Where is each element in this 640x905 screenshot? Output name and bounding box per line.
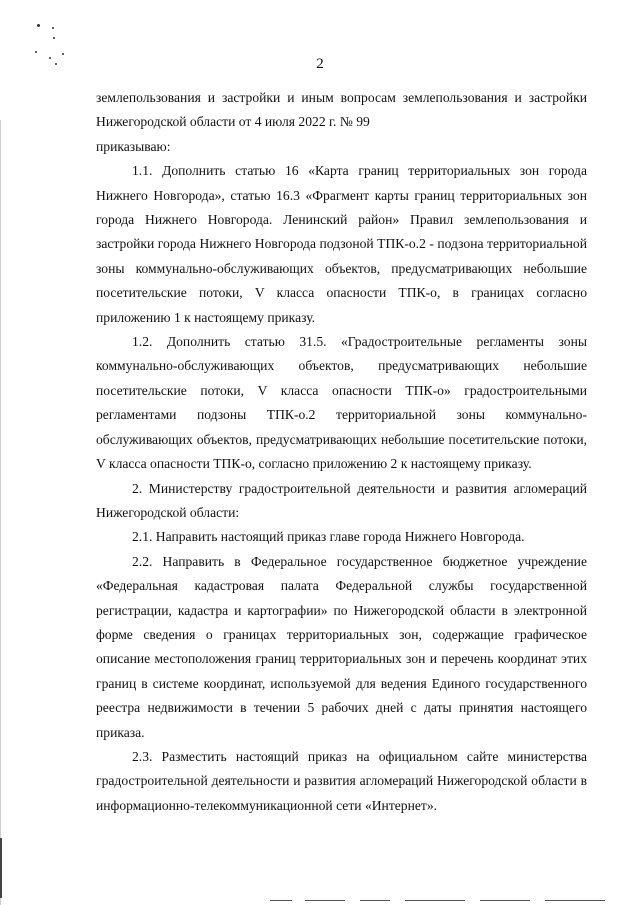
paragraph: 2.2. Направить в Федеральное государственное бюджетное учреждение «Федеральная кадастровая палата Федеральной службы государственной регистрации, кадастра и картографии» по Нижегородской области в электронной форме сведения о границах территориальных зон, содержащие графическое описание местоположения границ территориальных зон и перечень координат этих границ в системе координат, используемой для ведения Единого государственного реестра недвижимости в течении 5 рабочих дней с даты принятия настоящего приказа. <box>96 553 587 740</box>
paragraph: 1.2. Дополнить статью 31.5. «Градостроительные регламенты зоны коммунально-обслуживающих объектов, предусматривающих небольшие посетительские потоки, V класса опасности ТПК-о» градостроительными регламентами подзоны ТПК-о.2 территориальной зоны коммунально-обслуживающих объектов, предусматривающих небольшие посетительские потоки, V класса опасности ТПК-о, согласно приложению 2 к настоящему приказу. <box>96 334 587 472</box>
scan-bottom-dash <box>270 900 292 901</box>
scan-bottom-dash <box>405 900 465 901</box>
page-number: 2 <box>316 56 324 72</box>
scan-edge-line <box>0 120 1 905</box>
scan-speck <box>52 27 54 29</box>
scan-speck <box>62 53 64 55</box>
paragraph: 1.1. Дополнить статью 16 «Карта границ территориальных зон города Нижнего Новгорода», статью 16.3 «Фрагмент карты границ территориальных зон города Нижнего Новгорода. Ленинский район» Правил землепользования и застройки города Нижнего Новгорода подзоной ТПК-о.2 - подзона территориальной зоны коммунально-обслуживающих объектов, предусматривающих небольшие посетительские потоки, V класса опасности ТПК-о, в границах согласно приложению 1 к настоящему приказу. <box>96 163 587 325</box>
scan-bottom-dash <box>305 900 345 901</box>
paragraph: землепользования и застройки и иным вопросам землепользования и застройки Нижегородской области от 4 июля 2022 г. № 99 <box>96 90 587 130</box>
scan-bottom-dash <box>545 900 605 901</box>
scan-speck <box>53 37 55 39</box>
paragraph: 2.1. Направить настоящий приказ главе города Нижнего Новгорода. <box>132 529 525 545</box>
scan-edge-line <box>0 838 2 898</box>
paragraph: 2.3. Разместить настоящий приказ на официальном сайте министерства градостроительной деятельности и развития агломераций Нижегородской области в информационно-телекоммуникационной сети «Интернет». <box>96 748 587 813</box>
paragraph: 2. Министерству градостроительной деятельности и развития агломераций Нижегородской области: <box>96 480 587 520</box>
document-body <box>96 86 587 818</box>
scan-speck <box>37 24 40 27</box>
scan-bottom-dash <box>360 900 390 901</box>
paragraph: приказываю: <box>96 138 171 154</box>
scan-speck <box>35 51 37 53</box>
scan-bottom-dash <box>480 900 530 901</box>
